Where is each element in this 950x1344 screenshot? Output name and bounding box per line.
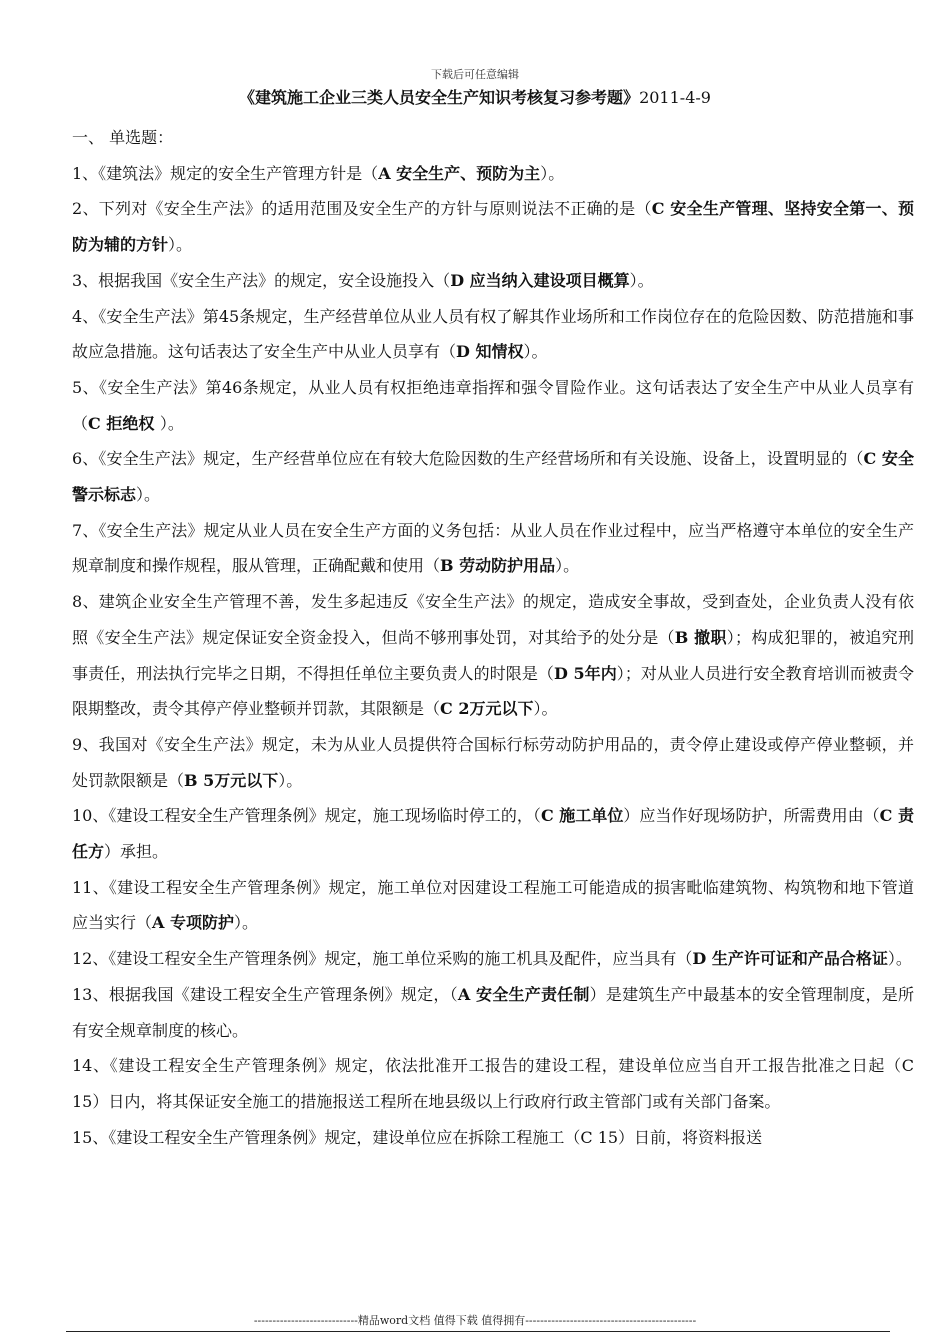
question-text: ）。 bbox=[629, 270, 654, 290]
question-13 bbox=[72, 977, 914, 1048]
question-14 bbox=[72, 1048, 914, 1119]
question-8 bbox=[72, 584, 914, 727]
answer-text: A 安全生产责任制 bbox=[457, 984, 590, 1004]
footer-divider bbox=[66, 1331, 890, 1332]
answer-text: D 应当纳入建设项目概算 bbox=[450, 270, 630, 290]
answer-text: C 安全警示标志 bbox=[72, 449, 915, 505]
question-text: 8、建筑企业安全生产管理不善，发生多起违反《安全生产法》的规定，造成安全事故，受到查处，企业负责人没有依照《安全生产法》规定保证安全资金投入，但尚不够刑事处罚，对其给予的处分是（ bbox=[72, 592, 914, 647]
download-note: 下载后可任意编辑 bbox=[431, 68, 519, 81]
answer-text: C 2万元以下 bbox=[440, 699, 534, 719]
question-text: ）。 bbox=[159, 413, 184, 433]
question-text: ）承担。 bbox=[104, 842, 169, 862]
document-body bbox=[72, 120, 914, 1155]
question-text: 1、《建筑法》规定的安全生产管理方针是（ bbox=[72, 163, 379, 183]
answer-text: C 拒绝权 bbox=[88, 413, 160, 433]
question-text: ）。 bbox=[136, 485, 161, 505]
question-text: 12、《建设工程安全生产管理条例》规定，施工单位采购的施工机具及配件，应当具有（ bbox=[72, 949, 693, 969]
question-text: 7、《安全生产法》规定从业人员在安全生产方面的义务包括：从业人员在作业过程中，应当严格遵守本单位的安全生产规章制度和操作规程，服从管理，正确配戴和使用（ bbox=[72, 520, 914, 576]
question-text: 11、《建设工程安全生产管理条例》规定，施工单位对因建设工程施工可能造成的损害毗临建筑物、构筑物和地下管道应当实行（ bbox=[72, 877, 914, 933]
answer-text: B 劳动防护用品 bbox=[440, 556, 556, 576]
question-text: ）。 bbox=[168, 235, 193, 255]
question-5 bbox=[72, 370, 914, 441]
question-text: ）。 bbox=[523, 342, 548, 362]
question-text: 14、《建设工程安全生产管理条例》规定，依法批准开工报告的建设工程，建设单位应当自开工报告批准之日起（C 15）日内，将其保证安全施工的措施报送工程所在地县级以上行政府行政主管部门或有关部门备案。 bbox=[72, 1056, 914, 1111]
question-text: 3、根据我国《安全生产法》的规定，安全设施投入（ bbox=[72, 270, 451, 290]
question-text: ）。 bbox=[887, 949, 912, 969]
answer-text: B 5万元以下 bbox=[184, 770, 279, 790]
answer-text: D 5年内 bbox=[553, 663, 617, 683]
question-text: 15、《建设工程安全生产管理条例》规定，建设单位应在拆除工程施工（C 15）日前，将资料报送 bbox=[72, 1127, 763, 1147]
question-text: ）。 bbox=[234, 913, 259, 933]
answer-text: A 专项防护 bbox=[152, 913, 235, 933]
page-footer: ----------------------------精品word文档 值得下载 值得拥有---------------------------------------------- bbox=[253, 1314, 697, 1327]
question-text: 5、《安全生产法》第46条规定，从业人员有权拒绝违章指挥和强令冒险作业。这句话表达了安全生产中从业人员享有（ bbox=[72, 377, 914, 433]
question-text: ）。 bbox=[540, 163, 565, 183]
question-7 bbox=[72, 513, 914, 584]
question-text: ）。 bbox=[555, 556, 580, 576]
question-2 bbox=[72, 191, 914, 262]
answer-text: D 知情权 bbox=[456, 342, 524, 362]
question-text: ）是建筑生产中最基本的安全管理制度，是所有安全规章制度的核心。 bbox=[72, 984, 914, 1040]
title-text: 《建筑施工企业三类人员安全生产知识考核复习参考题》 bbox=[239, 88, 640, 107]
question-1 bbox=[72, 156, 914, 192]
question-text: 2、下列对《安全生产法》的适用范围及安全生产的方针与原则说法不正确的是（ bbox=[72, 199, 652, 219]
answer-text: A 安全生产、预防为主 bbox=[378, 163, 541, 183]
question-text: 13、根据我国《建设工程安全生产管理条例》规定，（ bbox=[72, 984, 458, 1004]
answer-text: C 施工单位 bbox=[540, 806, 624, 826]
question-text: 9、我国对《安全生产法》规定，未为从业人员提供符合国标行标劳动防护用品的，责令停止建设或停产停业整顿，并处罚款限额是（ bbox=[72, 734, 914, 790]
question-text: ）。 bbox=[533, 699, 558, 719]
question-text: 10、《建设工程安全生产管理条例》规定，施工现场临时停工的，（ bbox=[72, 806, 541, 826]
title-date: 2011-4-9 bbox=[639, 88, 711, 107]
question-text: ）；构成犯罪的，被追究刑事责任，刑法执行完毕之日期，不得担任单位主要负责人的时限是（ bbox=[72, 627, 914, 683]
question-11 bbox=[72, 870, 914, 941]
question-9 bbox=[72, 727, 914, 798]
question-3 bbox=[72, 263, 914, 299]
question-10 bbox=[72, 798, 914, 869]
question-text: 4、《安全生产法》第45条规定，生产经营单位从业人员有权了解其作业场所和工作岗位存在的危险因数、防范措施和事故应急措施。这句话表达了安全生产中从业人员享有（ bbox=[72, 306, 914, 362]
answer-text: D 生产许可证和产品合格证 bbox=[692, 949, 888, 969]
question-12 bbox=[72, 941, 914, 977]
question-text: 6、《安全生产法》规定，生产经营单位应在有较大危险因数的生产经营场所和有关设施、设备上，设置明显的（ bbox=[72, 449, 864, 469]
document-title bbox=[60, 86, 890, 110]
answer-text: C 安全生产管理、坚持安全第一、预防为辅的方针 bbox=[72, 199, 914, 255]
question-text: ）应当作好现场防护，所需费用由（ bbox=[623, 806, 880, 826]
question-text: ）；对从业人员进行安全教育培训而被责令限期整改，责令其停产停业整顿并罚款，其限额是（ bbox=[72, 663, 914, 719]
question-6 bbox=[72, 441, 914, 512]
question-text: ）。 bbox=[278, 770, 303, 790]
question-4 bbox=[72, 299, 914, 370]
question-15 bbox=[72, 1120, 914, 1156]
section-heading: 一、 单选题： bbox=[72, 128, 174, 147]
answer-text: C 责任方 bbox=[72, 806, 914, 862]
answer-text: B 撤职 bbox=[674, 627, 727, 647]
